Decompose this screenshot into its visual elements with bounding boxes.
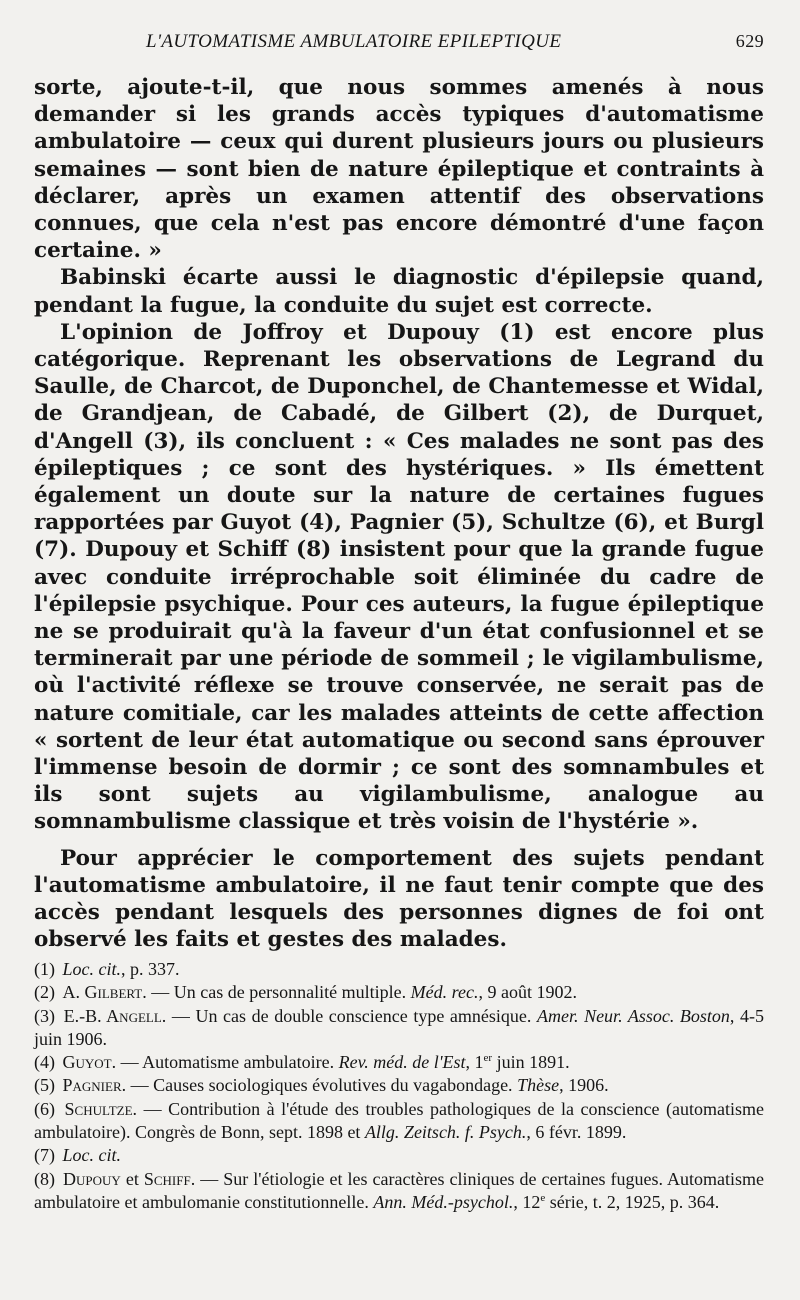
running-title: L'AUTOMATISME AMBULATOIRE EPILEPTIQUE	[146, 31, 562, 52]
running-head	[34, 29, 764, 57]
paragraph-babinski: Babinski écarte aussi le diagnostic d'épilepsie quand, pendant la fugue, la conduite du sujet est correcte.	[34, 265, 764, 318]
paragraph-comportement: Pour apprécier le comportement des sujets pendant l'automatisme ambulatoire, il ne faut tenir compte que des accès pendant lesquels des personnes dignes de foi ont observé les faits et gestes des malades.	[34, 845, 764, 953]
footnote-3: (3) E.-B. Angell. — Un cas de double conscience type amnésique. Amer. Neur. Assoc. Boston, 4-5 juin 1906.	[34, 1005, 765, 1049]
footnotes	[34, 958, 764, 1214]
paragraph-joffroy-dupouy: L'opinion de Joffroy et Dupouy (1) est encore plus catégorique. Reprenant les observations de Legrand du Saulle, de Charcot, de Duponchel, de Chantemesse et Widal, de Grandjean, de Cabadé, de Gilbert (2), de Durquet, d'Angell (3), ils concluent : « Ces malades ne sont pas des épileptiques ; ce sont des hystériques. » Ils émettent également un doute sur la nature de certaines fugues rapportées par Guyot (4), Pagnier (5), Schultze (6), et Burgl (7). Dupouy et Schiff (8) insistent pour que la grande fugue avec conduite irréprochable soit éliminée du cadre de l'épilepsie psychique. Pour ces auteurs, la fugue épileptique ne se produirait qu'à la faveur d'un état confusionnel et se terminerait par une période de sommeil ; le vigilambulisme, où l'activité réflexe se trouve conservée, ne serait pas de nature comitiale, car les malades atteints de cette affection « sortent de leur état automatique ou second sans éprouver l'immense besoin de dormir ; ce sont des somnambules et ils sont sujets au vigilambulisme, analogue au somnambulisme classique et très voisin de l'hystérie ».	[34, 319, 764, 835]
footnote-1: (1) Loc. cit., p. 337.	[34, 959, 180, 979]
footnote-5: (5) Pagnier. — Causes sociologiques évolutives du vagabondage. Thèse, 1906.	[34, 1075, 609, 1096]
main-text	[34, 74, 764, 954]
page-number: 629	[735, 31, 764, 51]
footnote-2: (2) A. Gilbert. — Un cas de personnalité multiple. Méd. rec., 9 août 1902.	[34, 982, 577, 1003]
footnote-4: (4) Guyot. — Automatisme ambulatoire. Rev. méd. de l'Est, 1er juin 1891.	[34, 1052, 570, 1073]
footnote-6: (6) Schultze. — Contribution à l'étude des troubles pathologiques de la conscience (automatisme ambulatoire). Congrès de Bonn, sept. 1898 et Allg. Zeitsch. f. Psych., 6 févr. 1899.	[34, 1098, 764, 1143]
paragraph-continued: sorte, ajoute-t-il, que nous sommes amenés à nous demander si les grands accès typiques d'automatisme ambulatoire — ceux qui durent plusieurs jours ou plusieurs semaines — sont bien de nature épileptique et contraints à déclarer, après un examen attentif des observations connues, que cela n'est pas encore démontré d'une façon certaine. »	[34, 75, 764, 264]
footnote-7: (7) Loc. cit.	[34, 1145, 121, 1166]
footnote-8: (8) Dupouy et Schiff. — Sur l'étiologie et les caractères cliniques de certaines fugues. Automatisme ambulatoire et ambulomanie constitutionnelle. Ann. Méd.-psychol., 12e série, t. 2, 1925, p. 364.	[34, 1168, 765, 1212]
